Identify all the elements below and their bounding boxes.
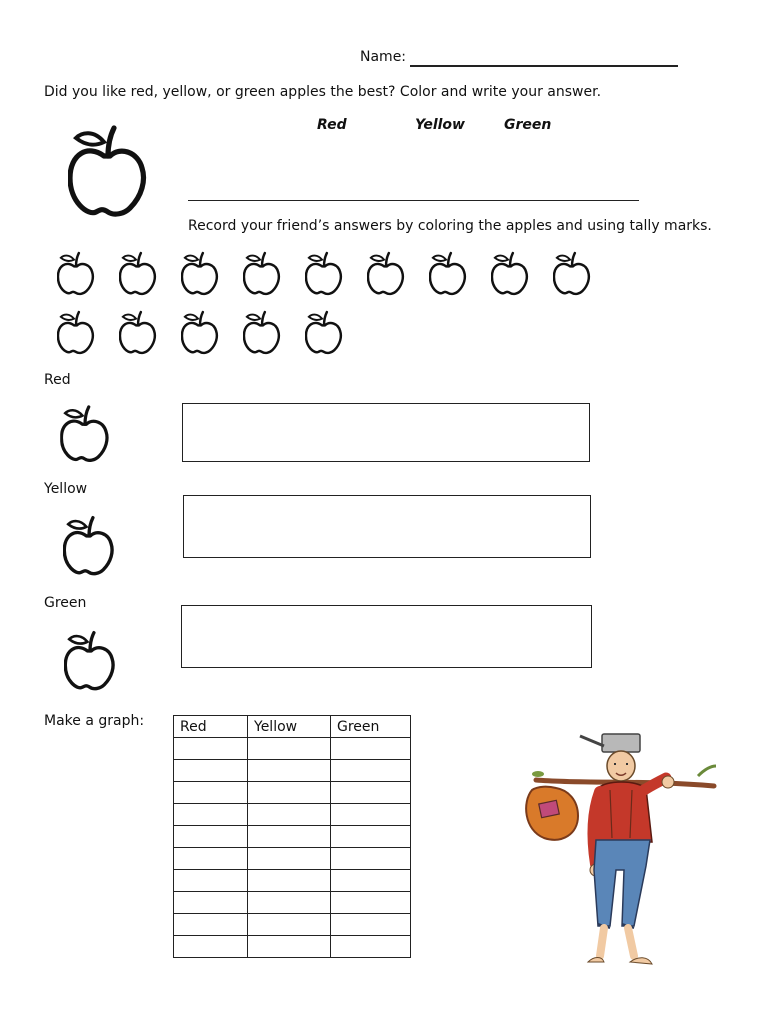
graph-table[interactable] <box>173 715 411 958</box>
apple-outline-icon[interactable] <box>491 249 529 297</box>
graph-row <box>174 870 411 892</box>
graph-cell[interactable] <box>174 826 248 848</box>
graph-cell[interactable] <box>174 782 248 804</box>
tally-label-green: Green <box>44 595 87 611</box>
graph-cell[interactable] <box>174 870 248 892</box>
graph-cell[interactable] <box>248 848 331 870</box>
graph-cell[interactable] <box>174 848 248 870</box>
tally-label-red: Red <box>44 372 71 388</box>
graph-cell[interactable] <box>174 804 248 826</box>
graph-row <box>174 760 411 782</box>
apple-outline-icon <box>63 512 115 578</box>
graph-row <box>174 826 411 848</box>
apple-outline-icon[interactable] <box>181 249 219 297</box>
tally-box-yellow[interactable] <box>183 495 591 558</box>
graph-cell[interactable] <box>248 826 331 848</box>
graph-row <box>174 782 411 804</box>
tally-box-green[interactable] <box>181 605 592 668</box>
record-instruction: Record your friend’s answers by coloring the apples and using tally marks. <box>188 218 712 234</box>
graph-cell[interactable] <box>248 914 331 936</box>
answer-line[interactable] <box>188 200 639 201</box>
graph-cell[interactable] <box>248 738 331 760</box>
name-line[interactable] <box>410 65 678 67</box>
graph-row <box>174 914 411 936</box>
apple-outline-icon <box>60 402 110 464</box>
apple-outline-icon[interactable] <box>57 249 95 297</box>
apple-outline-icon[interactable] <box>119 308 157 356</box>
name-label: Name: <box>360 49 407 65</box>
johnny-appleseed-illustration <box>522 730 722 975</box>
apple-outline-icon[interactable] <box>553 249 591 297</box>
graph-cell[interactable] <box>331 848 411 870</box>
graph-row <box>174 936 411 958</box>
graph-row <box>174 848 411 870</box>
apple-outline-icon <box>64 626 116 694</box>
choice-red[interactable]: Red <box>317 117 347 133</box>
apple-outline-icon[interactable] <box>66 120 150 220</box>
graph-cell[interactable] <box>248 870 331 892</box>
question-text: Did you like red, yellow, or green apples the best? Color and write your answer. <box>44 84 602 100</box>
graph-row <box>174 804 411 826</box>
graph-cell[interactable] <box>331 892 411 914</box>
graph-cell[interactable] <box>331 826 411 848</box>
graph-cell[interactable] <box>248 892 331 914</box>
apple-outline-icon[interactable] <box>429 249 467 297</box>
graph-row <box>174 738 411 760</box>
graph-col-red: Red <box>174 716 248 738</box>
graph-cell[interactable] <box>248 760 331 782</box>
graph-cell[interactable] <box>331 914 411 936</box>
graph-cell[interactable] <box>174 738 248 760</box>
graph-header-row <box>174 716 411 738</box>
apple-outline-icon[interactable] <box>181 308 219 356</box>
graph-cell[interactable] <box>248 804 331 826</box>
graph-cell[interactable] <box>174 936 248 958</box>
choice-yellow[interactable]: Yellow <box>415 117 465 133</box>
graph-cell[interactable] <box>174 914 248 936</box>
apple-outline-icon[interactable] <box>243 249 281 297</box>
graph-cell[interactable] <box>331 804 411 826</box>
graph-cell[interactable] <box>248 936 331 958</box>
graph-cell[interactable] <box>331 782 411 804</box>
graph-col-green: Green <box>331 716 411 738</box>
apple-outline-icon[interactable] <box>305 249 343 297</box>
graph-col-yellow: Yellow <box>248 716 331 738</box>
apple-outline-icon[interactable] <box>119 249 157 297</box>
graph-cell[interactable] <box>331 738 411 760</box>
graph-cell[interactable] <box>331 760 411 782</box>
graph-cell[interactable] <box>174 760 248 782</box>
tally-box-red[interactable] <box>182 403 590 462</box>
tally-label-yellow: Yellow <box>44 481 88 497</box>
apple-outline-icon[interactable] <box>367 249 405 297</box>
graph-row <box>174 892 411 914</box>
graph-cell[interactable] <box>248 782 331 804</box>
apple-outline-icon[interactable] <box>305 308 343 356</box>
apple-outline-icon[interactable] <box>243 308 281 356</box>
graph-cell[interactable] <box>174 892 248 914</box>
graph-label: Make a graph: <box>44 713 145 729</box>
graph-cell[interactable] <box>331 870 411 892</box>
choice-green[interactable]: Green <box>504 117 552 133</box>
graph-cell[interactable] <box>331 936 411 958</box>
apple-outline-icon[interactable] <box>57 308 95 356</box>
